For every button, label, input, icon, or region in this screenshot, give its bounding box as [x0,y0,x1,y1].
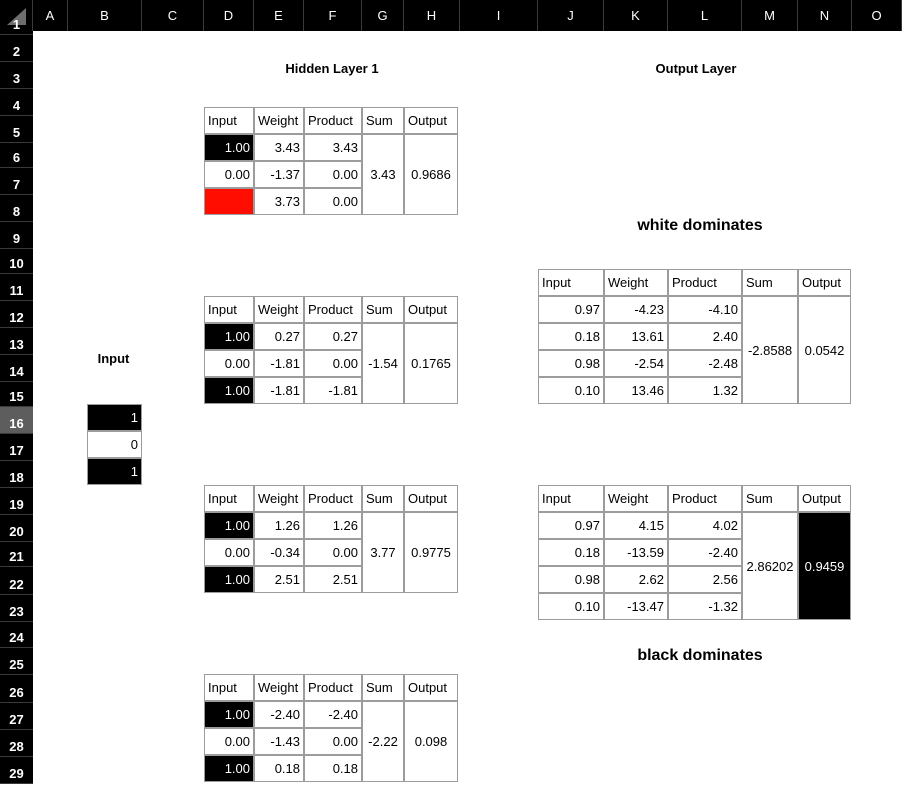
output-table-header[interactable]: Weight [604,269,668,296]
output-table-header[interactable]: Input [538,269,604,296]
hidden-input-cell[interactable]: 1.00 [204,566,254,593]
hidden-weight-cell[interactable]: 3.43 [254,134,304,161]
hidden-product-cell[interactable]: -1.81 [304,377,362,404]
row-header-7[interactable]: 7 [0,168,33,195]
output-product-cell[interactable]: -2.48 [668,350,742,377]
hidden-table-header[interactable]: Sum [362,107,404,134]
output-neuron-output-cell[interactable]: 0.0542 [798,296,851,404]
hidden-product-cell[interactable]: 0.00 [304,188,362,215]
row-header-27[interactable]: 27 [0,703,33,730]
hidden-input-cell[interactable]: 1.00 [204,134,254,161]
row-header-17[interactable]: 17 [0,434,33,461]
column-header-a[interactable]: A [33,0,68,31]
hidden-product-cell[interactable]: 0.00 [304,161,362,188]
hidden-weight-cell[interactable]: -1.43 [254,728,304,755]
hidden-table-header[interactable]: Input [204,107,254,134]
column-header-d[interactable]: D [204,0,254,31]
output-input-cell[interactable]: 0.98 [538,350,604,377]
hidden-sum-cell[interactable]: -1.54 [362,323,404,404]
row-header-14[interactable]: 14 [0,355,33,382]
hidden-weight-cell[interactable]: -2.40 [254,701,304,728]
hidden-table-header[interactable]: Output [404,296,458,323]
hidden-product-cell[interactable]: 3.43 [304,134,362,161]
output-product-cell[interactable]: -1.32 [668,593,742,620]
row-header-9[interactable]: 9 [0,222,33,249]
output-table-header[interactable]: Sum [742,485,798,512]
hidden-table-header[interactable]: Input [204,296,254,323]
row-header-11[interactable]: 11 [0,274,33,301]
hidden-output-cell[interactable]: 0.9775 [404,512,458,593]
hidden-weight-cell[interactable]: -0.34 [254,539,304,566]
input-cell[interactable]: 0 [87,431,142,458]
hidden-weight-cell[interactable]: 2.51 [254,566,304,593]
white-dominates-label: white dominates [637,217,763,234]
output-product-cell[interactable]: 1.32 [668,377,742,404]
hidden-input-cell[interactable]: 0.00 [204,539,254,566]
hidden-weight-cell[interactable]: 1.26 [254,512,304,539]
hidden-input-cell[interactable]: 1.00 [204,323,254,350]
output-input-cell[interactable]: 0.10 [538,377,604,404]
column-header-h[interactable]: H [404,0,460,31]
hidden-product-cell[interactable]: 0.18 [304,755,362,782]
output-table-header[interactable]: Weight [604,485,668,512]
row-header-12[interactable]: 12 [0,301,33,328]
output-weight-cell[interactable]: -13.47 [604,593,668,620]
output-weight-cell[interactable]: 13.46 [604,377,668,404]
output-table-header[interactable]: Product [668,269,742,296]
hidden-table-header[interactable]: Output [404,485,458,512]
hidden-table-header[interactable]: Product [304,485,362,512]
hidden-input-cell[interactable]: 1.00 [204,512,254,539]
output-product-cell[interactable]: 2.40 [668,323,742,350]
hidden-output-cell[interactable]: 0.1765 [404,323,458,404]
hidden-sum-cell[interactable]: -2.22 [362,701,404,782]
hidden-weight-cell[interactable]: 0.27 [254,323,304,350]
row-header-6[interactable]: 6 [0,143,33,168]
hidden-table-header[interactable]: Sum [362,485,404,512]
output-input-cell[interactable]: 0.97 [538,296,604,323]
hidden-product-cell[interactable]: 0.00 [304,539,362,566]
input-cell[interactable]: 1 [87,458,142,485]
hidden-table-header[interactable]: Output [404,674,458,701]
hidden-weight-cell[interactable]: 3.73 [254,188,304,215]
hidden-table-header[interactable]: Weight [254,674,304,701]
output-input-cell[interactable]: 0.18 [538,323,604,350]
row-header-26[interactable]: 26 [0,675,33,703]
row-header-13[interactable]: 13 [0,328,33,355]
hidden-table-header[interactable]: Weight [254,485,304,512]
hidden-table-header[interactable]: Sum [362,674,404,701]
row-header-28[interactable]: 28 [0,730,33,757]
output-weight-cell[interactable]: 4.15 [604,512,668,539]
input-cell[interactable]: 1 [87,404,142,431]
hidden-input-cell[interactable]: 0.00 [204,350,254,377]
output-product-cell[interactable]: -2.40 [668,539,742,566]
hidden-product-cell[interactable]: 0.00 [304,728,362,755]
hidden-input-cell[interactable]: 0.00 [204,161,254,188]
output-layer-title: Output Layer [655,61,737,76]
hidden-product-cell[interactable]: 1.26 [304,512,362,539]
column-header-k[interactable]: K [604,0,668,31]
hidden-output-cell[interactable]: 0.9686 [404,134,458,215]
output-table-header[interactable]: Output [798,269,851,296]
hidden-sum-cell[interactable]: 3.43 [362,134,404,215]
output-input-cell[interactable]: 0.97 [538,512,604,539]
hidden-output-cell[interactable]: 0.098 [404,701,458,782]
hidden-table-header[interactable]: Sum [362,296,404,323]
hidden-table-header[interactable]: Input [204,485,254,512]
input-title: Input [97,351,130,366]
output-input-cell[interactable]: 0.10 [538,593,604,620]
row-header-22[interactable]: 22 [0,567,33,595]
output-weight-cell[interactable]: -13.59 [604,539,668,566]
hidden-product-cell[interactable]: 0.00 [304,350,362,377]
hidden-input-cell[interactable] [204,188,254,215]
output-weight-cell[interactable]: -2.54 [604,350,668,377]
row-header-21[interactable]: 21 [0,542,33,567]
hidden-input-cell[interactable]: 1.00 [204,701,254,728]
output-weight-cell[interactable]: 2.62 [604,566,668,593]
hidden-input-cell[interactable]: 1.00 [204,755,254,782]
column-header-o[interactable]: O [852,0,902,31]
output-weight-cell[interactable]: -4.23 [604,296,668,323]
hidden-product-cell[interactable]: 2.51 [304,566,362,593]
hidden-table-header[interactable]: Product [304,296,362,323]
hidden-sum-cell[interactable]: 3.77 [362,512,404,593]
hidden-table-header[interactable]: Output [404,107,458,134]
output-sum-cell[interactable]: 2.86202 [742,512,798,620]
column-header-i[interactable]: I [460,0,538,31]
output-product-cell[interactable]: 2.56 [668,566,742,593]
column-header-c[interactable]: C [142,0,204,31]
row-header-5[interactable]: 5 [0,116,33,143]
column-header-m[interactable]: M [742,0,798,31]
column-header-b[interactable]: B [68,0,142,31]
output-input-cell[interactable]: 0.18 [538,539,604,566]
hidden-input-cell[interactable]: 0.00 [204,728,254,755]
row-header-18[interactable]: 18 [0,461,33,488]
column-header-n[interactable]: N [798,0,852,31]
row-header-16[interactable]: 16 [0,407,33,434]
hidden-product-cell[interactable]: 0.27 [304,323,362,350]
output-table-header[interactable]: Sum [742,269,798,296]
output-product-cell[interactable]: -4.10 [668,296,742,323]
row-header-4[interactable]: 4 [0,89,33,116]
row-header-23[interactable]: 23 [0,595,33,622]
row-header-8[interactable]: 8 [0,195,33,222]
hidden-layer-title: Hidden Layer 1 [285,61,379,76]
hidden-product-cell[interactable]: -2.40 [304,701,362,728]
output-table-header[interactable]: Product [668,485,742,512]
output-sum-cell[interactable]: -2.8588 [742,296,798,404]
column-header-e[interactable]: E [254,0,304,31]
hidden-weight-cell[interactable]: 0.18 [254,755,304,782]
hidden-table-header[interactable]: Weight [254,107,304,134]
hidden-weight-cell[interactable]: -1.37 [254,161,304,188]
row-header-15[interactable]: 15 [0,382,33,407]
column-header-g[interactable]: G [362,0,404,31]
output-table-header[interactable]: Input [538,485,604,512]
hidden-weight-cell[interactable]: -1.81 [254,377,304,404]
hidden-table-header[interactable]: Product [304,674,362,701]
hidden-weight-cell[interactable]: -1.81 [254,350,304,377]
hidden-table-header[interactable]: Product [304,107,362,134]
hidden-table-header[interactable]: Input [204,674,254,701]
row-header-20[interactable]: 20 [0,515,33,542]
output-input-cell[interactable]: 0.98 [538,566,604,593]
column-header-f[interactable]: F [304,0,362,31]
row-header-25[interactable]: 25 [0,648,33,675]
output-neuron-output-cell[interactable]: 0.9459 [798,512,851,620]
row-header-29[interactable]: 29 [0,757,33,784]
row-header-3[interactable]: 3 [0,62,33,89]
black-dominates-label: black dominates [637,647,763,664]
output-product-cell[interactable]: 4.02 [668,512,742,539]
row-header-2[interactable]: 2 [0,35,33,62]
row-header-19[interactable]: 19 [0,488,33,515]
column-header-j[interactable]: J [538,0,604,31]
column-header-l[interactable]: L [668,0,742,31]
row-header-10[interactable]: 10 [0,249,33,274]
output-weight-cell[interactable]: 13.61 [604,323,668,350]
output-table-header[interactable]: Output [798,485,851,512]
hidden-table-header[interactable]: Weight [254,296,304,323]
hidden-input-cell[interactable]: 1.00 [204,377,254,404]
row-header-24[interactable]: 24 [0,622,33,648]
